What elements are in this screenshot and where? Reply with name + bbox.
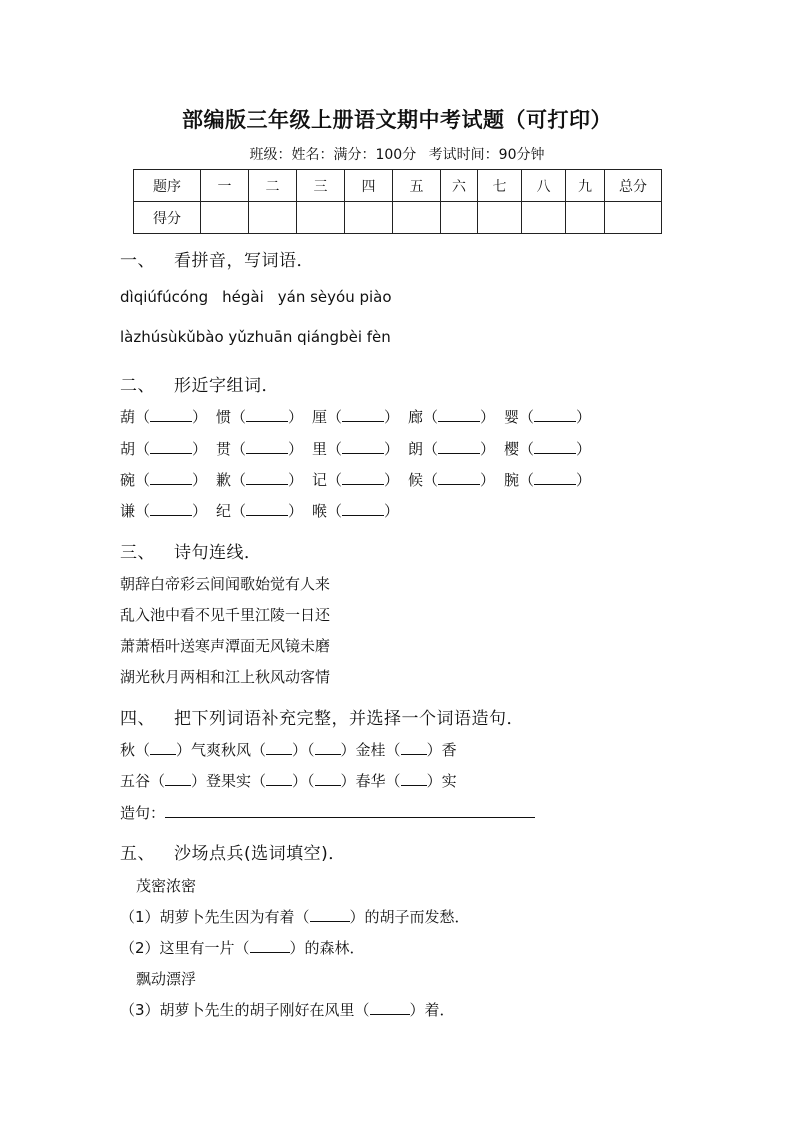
section-number: 五、 bbox=[120, 844, 155, 864]
answer-blank[interactable] bbox=[150, 441, 192, 454]
char-item: 里（ ） bbox=[312, 440, 400, 458]
char-item: 胡（ ） bbox=[120, 440, 208, 458]
score-cell[interactable] bbox=[605, 202, 662, 234]
pinyin-word: yán sèyóu piào bbox=[277, 288, 392, 306]
answer-blank[interactable] bbox=[438, 472, 480, 485]
section-2-heading bbox=[120, 371, 279, 396]
section-number: 一、 bbox=[120, 251, 155, 271]
section-title: 形近字组词． bbox=[174, 376, 279, 396]
score-table bbox=[133, 169, 662, 234]
char-item: 谦（ ） bbox=[120, 502, 208, 520]
poem-line: 乱入池中看不见千里江陵一日还 bbox=[120, 606, 331, 624]
score-table-header-row bbox=[134, 170, 662, 202]
answer-blank[interactable] bbox=[266, 773, 292, 786]
answer-blank[interactable] bbox=[150, 409, 192, 422]
section-title: 沙场点兵(选词填空)． bbox=[174, 844, 346, 864]
answer-blank[interactable] bbox=[401, 773, 427, 786]
question-3: （3）胡萝卜先生的胡子刚好在风里（ ）着． bbox=[120, 1001, 455, 1019]
char-item: 候（ ） bbox=[408, 471, 496, 489]
table-cell: 七 bbox=[478, 170, 522, 202]
section-1-heading bbox=[120, 246, 314, 271]
answer-blank[interactable] bbox=[310, 909, 350, 922]
sentence-label: 造句： bbox=[120, 804, 166, 822]
answer-blank[interactable] bbox=[150, 503, 192, 516]
section-4-heading bbox=[120, 704, 524, 729]
char-item: 朗（ ） bbox=[408, 440, 496, 458]
score-cell[interactable] bbox=[566, 202, 605, 234]
char-item: 婴（ ） bbox=[504, 408, 592, 426]
sentence-answer-line[interactable] bbox=[165, 803, 535, 818]
answer-blank[interactable] bbox=[401, 742, 427, 755]
section-title: 看拼音，写词语． bbox=[174, 251, 314, 271]
answer-blank[interactable] bbox=[534, 472, 576, 485]
answer-blank[interactable] bbox=[246, 409, 288, 422]
score-cell[interactable] bbox=[345, 202, 393, 234]
score-cell[interactable] bbox=[393, 202, 441, 234]
answer-blank[interactable] bbox=[342, 409, 384, 422]
table-cell: 题序 bbox=[134, 170, 201, 202]
answer-blank[interactable] bbox=[370, 1002, 410, 1015]
section-title: 把下列词语补充完整，并选择一个词语造句． bbox=[174, 709, 524, 729]
answer-blank[interactable] bbox=[246, 503, 288, 516]
table-cell: 九 bbox=[566, 170, 605, 202]
word-choice-group-1: 茂密浓密 bbox=[136, 877, 197, 895]
question-2: （2）这里有一片（ ）的森林． bbox=[120, 939, 365, 957]
table-cell: 三 bbox=[297, 170, 345, 202]
answer-blank[interactable] bbox=[342, 441, 384, 454]
answer-blank[interactable] bbox=[266, 742, 292, 755]
score-cell[interactable] bbox=[522, 202, 566, 234]
answer-blank[interactable] bbox=[150, 472, 192, 485]
answer-blank[interactable] bbox=[150, 742, 176, 755]
score-table-score-row bbox=[134, 202, 662, 234]
char-item: 贯（ ） bbox=[216, 440, 304, 458]
char-row-1 bbox=[120, 406, 600, 427]
answer-blank[interactable] bbox=[250, 940, 290, 953]
pinyin-line-2: làzhúsùkǔbào yǔzhuān qiángbèi fèn bbox=[120, 328, 391, 346]
section-number: 四、 bbox=[120, 709, 155, 729]
table-cell: 二 bbox=[249, 170, 297, 202]
char-item: 歉（ ） bbox=[216, 471, 304, 489]
sentence-row bbox=[120, 802, 535, 823]
answer-blank[interactable] bbox=[246, 441, 288, 454]
char-item: 碗（ ） bbox=[120, 471, 208, 489]
score-cell[interactable] bbox=[478, 202, 522, 234]
char-item: 厘（ ） bbox=[312, 408, 400, 426]
table-cell: 总分 bbox=[605, 170, 662, 202]
idiom-row-2: 五谷（ ）登果实（ ）（ ）春华（ ）实 bbox=[120, 772, 457, 790]
exam-info bbox=[0, 144, 794, 164]
idiom-row-1: 秋（ ）气爽秋风（ ）（ ）金桂（ ）香 bbox=[120, 741, 457, 759]
char-item: 樱（ ） bbox=[504, 440, 592, 458]
char-item: 廊（ ） bbox=[408, 408, 496, 426]
answer-blank[interactable] bbox=[534, 441, 576, 454]
section-number: 三、 bbox=[120, 543, 155, 563]
score-cell[interactable] bbox=[441, 202, 478, 234]
poem-line: 湖光秋月两相和江上秋风动客情 bbox=[120, 668, 331, 686]
answer-blank[interactable] bbox=[315, 773, 341, 786]
poem-line: 朝辞白帝彩云间闻歌始觉有人来 bbox=[120, 575, 331, 593]
poem-line: 萧萧梧叶送寒声潭面无风镜未磨 bbox=[120, 637, 331, 655]
char-item: 惯（ ） bbox=[216, 408, 304, 426]
answer-blank[interactable] bbox=[342, 503, 384, 516]
exam-time-info: 考试时间：90分钟 bbox=[428, 147, 545, 163]
table-cell: 六 bbox=[441, 170, 478, 202]
class-name-score-info: 班级：姓名：满分：100分 bbox=[249, 147, 417, 163]
section-number: 二、 bbox=[120, 376, 155, 396]
table-cell: 八 bbox=[522, 170, 566, 202]
score-cell[interactable] bbox=[297, 202, 345, 234]
table-cell: 一 bbox=[201, 170, 249, 202]
word-choice-group-2: 飘动漂浮 bbox=[136, 970, 197, 988]
page-title: 部编版三年级上册语文期中考试题（可打印） bbox=[182, 107, 612, 132]
score-cell[interactable] bbox=[201, 202, 249, 234]
char-item: 葫（ ） bbox=[120, 408, 208, 426]
table-cell: 四 bbox=[345, 170, 393, 202]
table-cell: 得分 bbox=[134, 202, 201, 234]
answer-blank[interactable] bbox=[534, 409, 576, 422]
char-row-4 bbox=[120, 500, 408, 521]
score-cell[interactable] bbox=[249, 202, 297, 234]
answer-blank[interactable] bbox=[438, 409, 480, 422]
char-row-3 bbox=[120, 469, 600, 490]
char-item: 记（ ） bbox=[312, 471, 400, 489]
section-title: 诗句连线． bbox=[174, 543, 262, 563]
pinyin-word: hégài bbox=[222, 288, 264, 306]
pinyin-line-1 bbox=[120, 288, 406, 306]
char-item: 腕（ ） bbox=[504, 471, 592, 489]
answer-blank[interactable] bbox=[246, 472, 288, 485]
question-1: （1）胡萝卜先生因为有着（ ）的胡子而发愁． bbox=[120, 908, 470, 926]
char-item: 纪（ ） bbox=[216, 502, 304, 520]
answer-blank[interactable] bbox=[315, 742, 341, 755]
table-cell: 五 bbox=[393, 170, 441, 202]
answer-blank[interactable] bbox=[165, 773, 191, 786]
section-3-heading bbox=[120, 538, 262, 563]
section-5-heading bbox=[120, 839, 346, 864]
pinyin-word: dìqiúfúcóng bbox=[120, 288, 209, 306]
answer-blank[interactable] bbox=[342, 472, 384, 485]
char-row-2 bbox=[120, 438, 600, 459]
answer-blank[interactable] bbox=[438, 441, 480, 454]
char-item: 喉（ ） bbox=[312, 502, 400, 520]
